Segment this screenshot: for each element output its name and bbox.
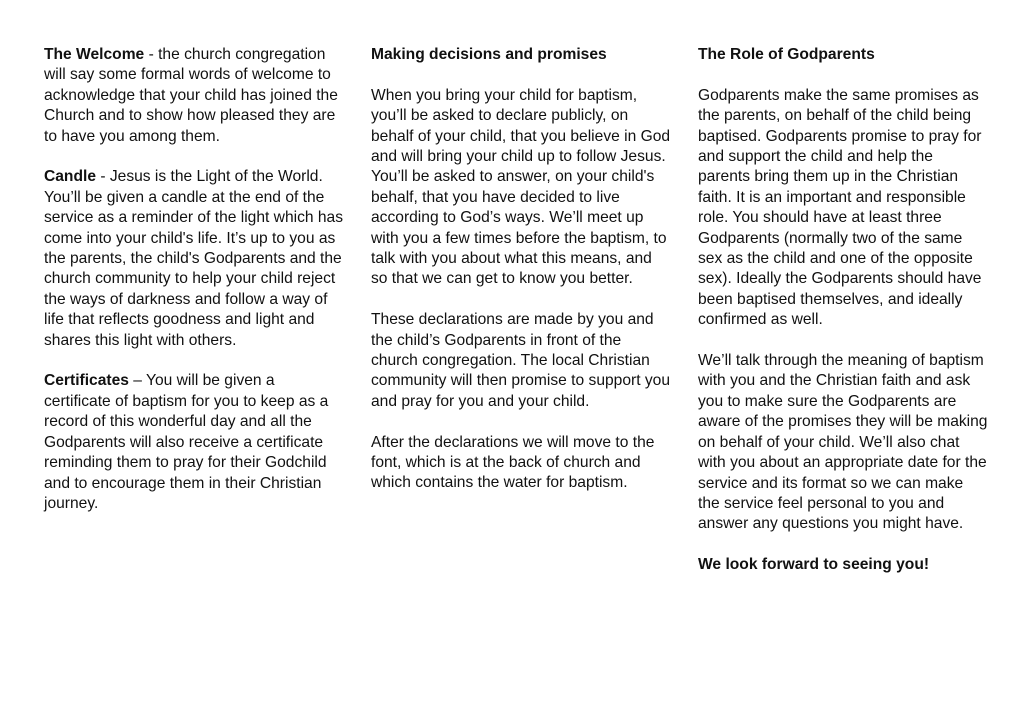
section-text: Jesus is the Light of the World. You’ll be given a candle at the end of the service as a reminder of the light which has come into your child's life. It’s up to you as the parents, the child's Godparents and the church community to help your child reject the ways of darkness and follow a way of life that reflects goodness and light and shares this light with others.	[44, 168, 344, 349]
paragraph: Godparents make the same promises as the parents, on behalf of the child being baptised. Godparents promise to pray for and support the child and help the parents bring them up in the Christian faith. It is an important and responsible role. You should have at least three Godparents (normally two of the same sex as the child and one of the opposite sex). Ideally the Godparents should have been baptised themselves, and ideally confirmed as well.	[698, 86, 982, 329]
paragraph: We’ll talk through the meaning of baptism with you and the Christian faith and ask you to make sure the Godparents are aware of the promises they will be making on behalf of your child. We’ll also chat with you about an appropriate date for the service and its format so we can make the service feel personal to you and answer any questions you might have.	[698, 352, 988, 533]
section-welcome	[44, 45, 344, 147]
column-baptism-elements	[44, 45, 344, 535]
section-label: The Welcome	[44, 46, 145, 63]
section-label: Candle	[44, 168, 96, 186]
paragraph: You’ll be asked to answer, on your child's behalf, that you have decided to live according to God’s ways. We’ll meet up with you a few times before the baptism, to talk with you about what this means, and so that we can get to know you better.	[371, 168, 667, 288]
section-heading: The Role of Godparents	[698, 46, 875, 63]
separator: -	[96, 168, 110, 186]
column-decisions-promises	[371, 45, 671, 514]
paragraph: When you bring your child for baptism, you’ll be asked to declare publicly, on behalf of your child, that you believe in God and will bring your child up to follow Jesus.	[371, 86, 671, 166]
paragraph: These declarations are made by you and the child’s Godparents in front of the church congregation. The local Christian community will then promise to support you and pray for you and your child.	[371, 311, 671, 410]
closing-line: We look forward to seeing you!	[698, 556, 930, 574]
section-text: You will be given a certificate of baptism for you to keep as a record of this wonderful day and all the Godparents will also receive a certificate reminding them to pray for their Godchild and to encourage them in their Christian journey.	[44, 372, 329, 512]
paragraph: After the declarations we will move to the font, which is at the back of church and which contains the water for baptism.	[371, 433, 655, 492]
section-text: the church congregation will say some formal words of welcome to acknowledge that your child has joined the Church and to show how pleased they are to have you among them.	[44, 46, 338, 145]
section-candle	[44, 167, 344, 351]
column-role-of-godparents	[698, 45, 988, 596]
separator: –	[128, 372, 146, 390]
section-label: Certificates	[44, 372, 129, 390]
section-heading: Making decisions and promises	[371, 46, 607, 63]
section-certificates	[44, 371, 344, 514]
separator: -	[144, 46, 159, 63]
